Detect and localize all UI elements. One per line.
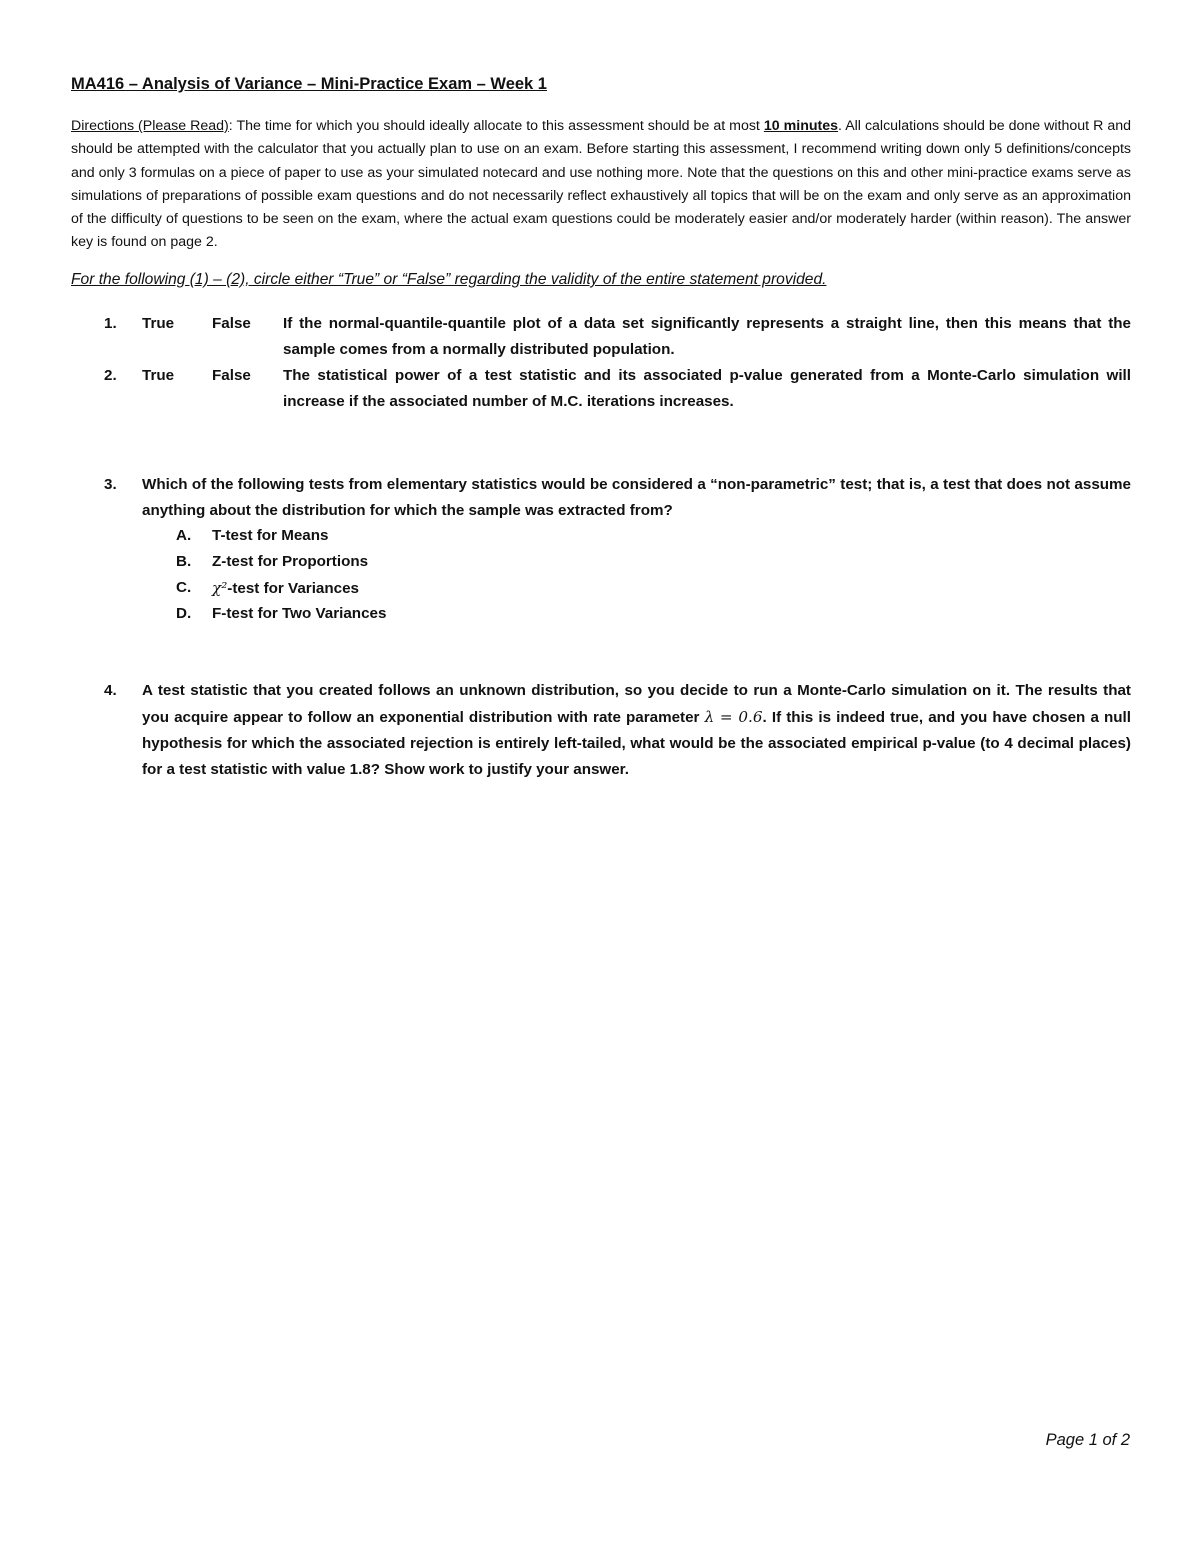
question-stem-part-2: . If this is indeed true, and you have chosen a null hypothesis for which the associated rejection is entirely left-tailed, what would be the associated empirical p-value (to 4 decimal places) for a test statistic with value 1.8? Show work to justify your answer. (142, 709, 1131, 778)
directions-label: Directions (Please Read) (71, 118, 229, 134)
choice-text: Z-test for Proportions (212, 553, 369, 570)
directions-text-2: . All calculations should be done without R and should be attempted with the calculator that you actually plan to use on an exam. Before starting this assessment, I recommend writing down only 5 definitions/concepts and only 3 formulas on a piece of paper to use as your simulated notecard and use nothing more. Note that the questions on this and other mini-practice exams serve as simulations of preparations of possible exam questions and do not necessarily reflect exhaustively all topics that will be on the exam and only serve as an approximation of the difficulty of questions to be seen on the exam, where the actual exam questions could be moderately easier and/or moderately harder (within reason). The answer key is found on page 2. (71, 118, 1131, 251)
false-option[interactable]: False (212, 367, 251, 384)
choice-letter: B. (176, 553, 192, 570)
question-number: 2. (104, 367, 117, 384)
question-number: 4. (104, 682, 117, 699)
question-3-choices (0, 523, 1200, 627)
lambda-expression: λ = 0.6 (704, 708, 763, 726)
true-false-instruction: For the following (1) – (2), circle either “True” or “False” regarding the validity of the entire statement provided. (71, 271, 827, 288)
true-option[interactable]: True (142, 315, 175, 332)
choice-letter: A. (176, 527, 192, 544)
choice-a[interactable] (0, 523, 1200, 549)
directions-text-1: : The time for which you should ideally allocate to this assessment should be at most (228, 118, 764, 134)
page-number: Page 1 of 2 (1045, 1431, 1130, 1449)
question-statement: If the normal-quantile-quantile plot of a data set significantly represents a straight line, then this means that the sample comes from a normally distributed population. (283, 315, 1131, 358)
exam-title: MA416 – Analysis of Variance – Mini-Practice Exam – Week 1 (71, 75, 547, 93)
choice-letter: D. (176, 605, 192, 622)
question-statement: The statistical power of a test statistic and its associated p-value generated from a Monte-Carlo simulation will increase if the associated number of M.C. iterations increases. (283, 367, 1131, 410)
time-limit: 10 minutes (763, 118, 839, 134)
question-number: 3. (104, 476, 117, 493)
chi-squared-symbol: χ² (212, 579, 228, 597)
choice-text: -test for Variances (227, 580, 359, 597)
choice-d[interactable] (0, 601, 1200, 627)
question-number: 1. (104, 315, 117, 332)
choice-text-wrapper (212, 575, 359, 602)
true-option[interactable]: True (142, 367, 175, 384)
choice-b[interactable] (0, 549, 1200, 575)
question-stem (142, 678, 1131, 783)
choice-letter: C. (176, 579, 192, 596)
false-option[interactable]: False (212, 315, 251, 332)
question-stem: Which of the following tests from elementary statistics would be considered a “non-parametric” test; that is, a test that does not assume anything about the distribution for which the sample was extracted from? (142, 476, 1131, 519)
choice-text: T-test for Means (212, 527, 329, 544)
choice-text: F-test for Two Variances (212, 605, 387, 622)
directions-paragraph (71, 115, 1131, 255)
choice-c[interactable] (0, 575, 1200, 601)
question-stem-part-1: A test statistic that you created follows an unknown distribution, so you decide to run a Monte-Carlo simulation on it. The results that you acquire appear to follow an exponential distribution with rate parameter (142, 682, 1131, 726)
